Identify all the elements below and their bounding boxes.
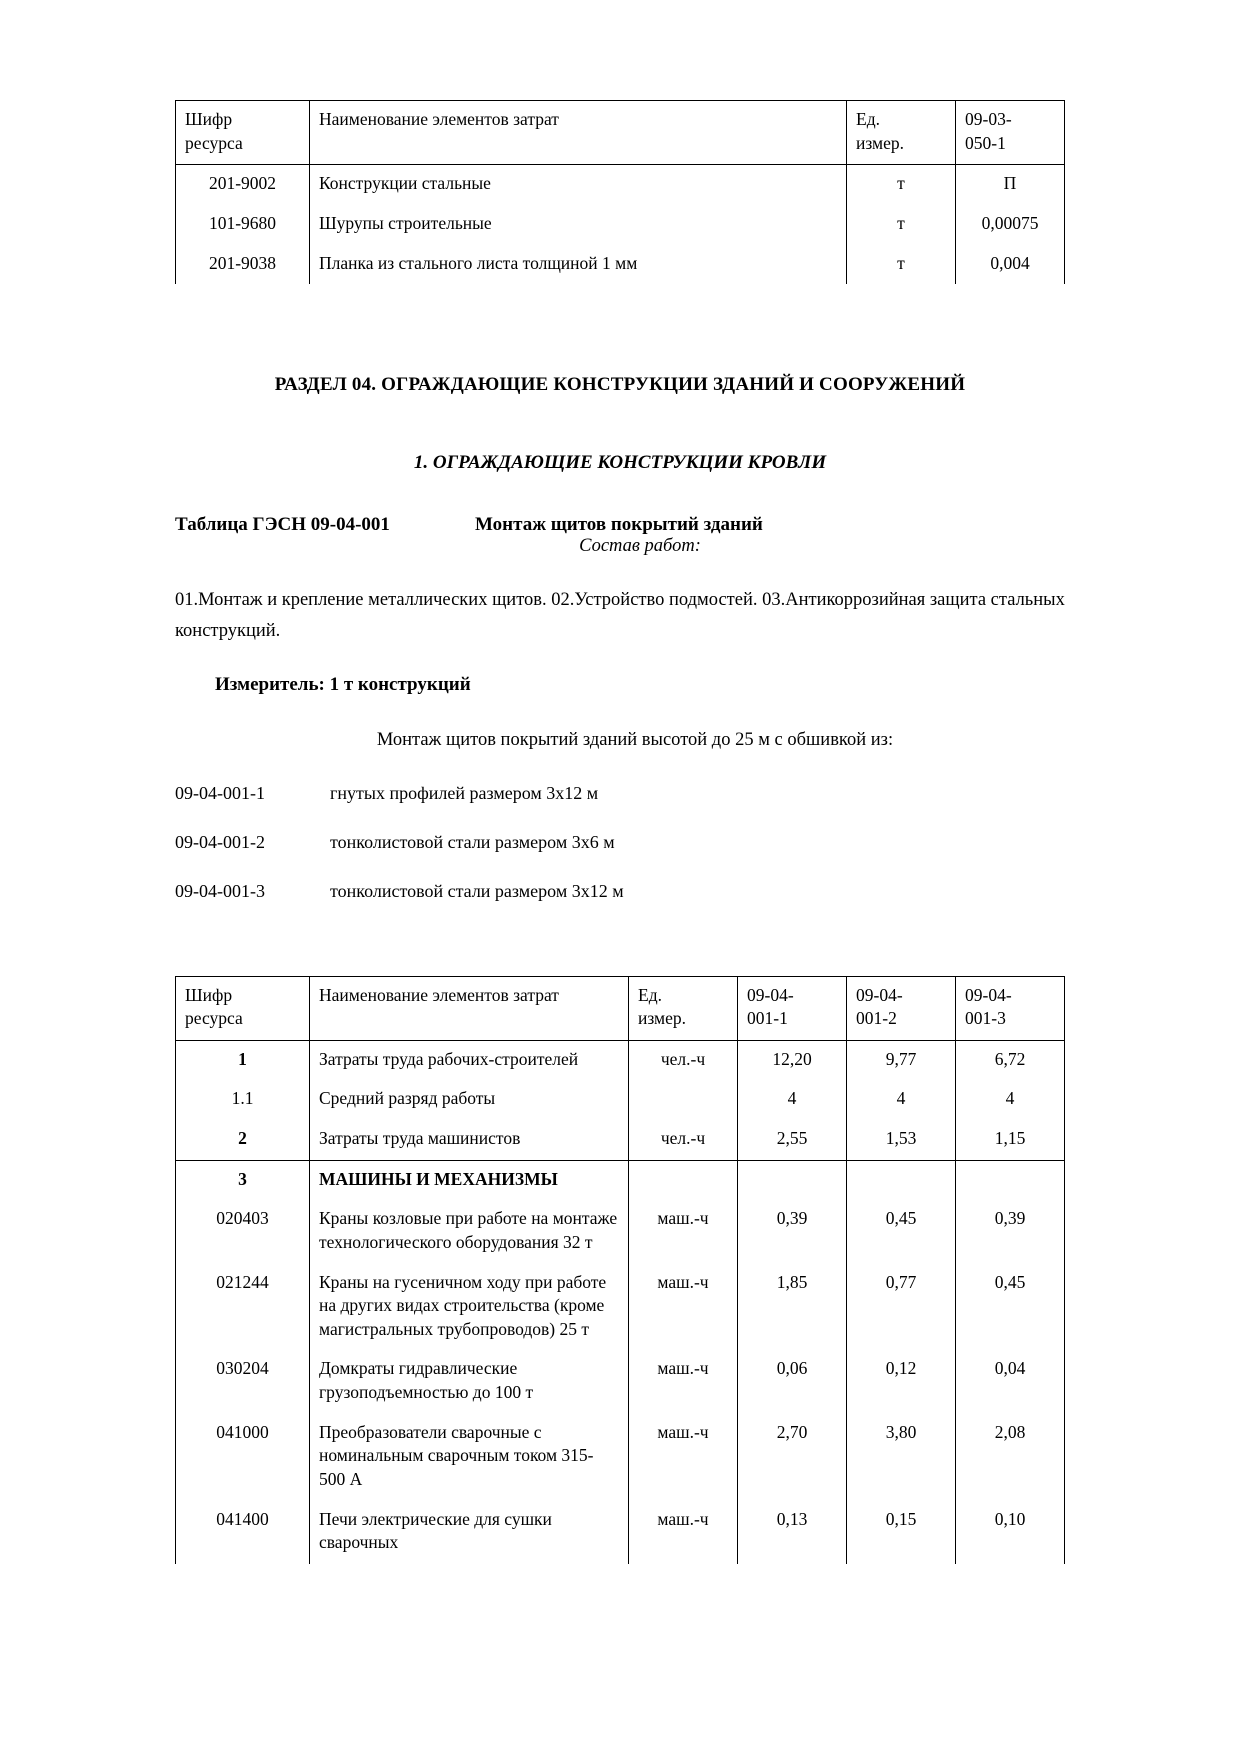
cell-unit: чел.-ч — [629, 1040, 738, 1080]
cell-value-1: 1,85 — [738, 1264, 847, 1351]
cell-value-3: 0,04 — [956, 1350, 1065, 1413]
header-unit-line2: измер. — [856, 132, 904, 153]
header-norm1-line2: 001-1 — [747, 1008, 788, 1029]
header-cell-name — [310, 101, 847, 165]
table-number-label: Таблица ГЭСН 09-04-001 — [175, 514, 390, 536]
cell-resource-code: 2 — [176, 1120, 310, 1160]
main-resource-table-body — [176, 976, 1065, 1564]
table-header-row — [176, 101, 1065, 165]
cell-resource-code: 3 — [176, 1160, 310, 1200]
cell-resource-name: Конструкции стальные — [310, 165, 847, 205]
table-row — [176, 1120, 1065, 1160]
header-norm-line2: 050-1 — [965, 132, 1006, 153]
cell-resource-code: 041000 — [176, 1414, 310, 1501]
cell-value-3: 0,39 — [956, 1200, 1065, 1263]
header-code-line1: Шифр — [185, 109, 233, 129]
table-row — [176, 1080, 1065, 1120]
cell-resource-code: 020403 — [176, 1200, 310, 1263]
sostav-rabot-label: Состав работ: — [579, 536, 701, 557]
cell-unit: маш.-ч — [629, 1264, 738, 1351]
table-row — [176, 1264, 1065, 1351]
table-row — [176, 165, 1065, 205]
cell-value-2: 1,53 — [847, 1120, 956, 1160]
cell-value-3 — [956, 1160, 1065, 1200]
cell-unit: т — [847, 205, 956, 245]
spacer-before-main-table — [175, 906, 1065, 976]
table-row — [176, 1350, 1065, 1413]
header-cell-code — [176, 101, 310, 165]
list-item — [175, 828, 1065, 857]
cell-value-3: 2,08 — [956, 1414, 1065, 1501]
cell-value-2: 0,45 — [847, 1200, 956, 1263]
header-norm2-line2: 001-2 — [856, 1008, 897, 1029]
cell-resource-name: Средний разряд работы — [310, 1080, 629, 1120]
cell-unit: маш.-ч — [629, 1200, 738, 1263]
top-resource-table-body — [176, 101, 1065, 285]
cell-value-3: 6,72 — [956, 1040, 1065, 1080]
table-row — [176, 245, 1065, 285]
list-item — [175, 877, 1065, 906]
cell-resource-code: 041400 — [176, 1501, 310, 1564]
cell-resource-name: Затраты труда рабочих-строителей — [310, 1040, 629, 1080]
cell-value-3: 0,45 — [956, 1264, 1065, 1351]
header-norm3-line2: 001-3 — [965, 1008, 1006, 1029]
cell-value-2: 0,77 — [847, 1264, 956, 1351]
cell-resource-name: Печи электрические для сушки сварочных — [310, 1501, 629, 1564]
spacer-before-izmeritel — [175, 646, 1065, 674]
spacer-item — [175, 857, 1065, 877]
top-resource-table-wrapper — [175, 100, 1065, 284]
header-code-line2: ресурса — [185, 1008, 243, 1029]
spacer-after-section-title — [175, 396, 1065, 452]
table-row — [176, 1200, 1065, 1263]
header-code-line2: ресурса — [185, 132, 243, 153]
lead-description: Монтаж щитов покрытий зданий высотой до 25 м с обшивкой из: — [376, 730, 894, 751]
cell-resource-code: 101-9680 — [176, 205, 310, 245]
cell-resource-code: 201-9002 — [176, 165, 310, 205]
subsection-title: 1. ОГРАЖДАЮЩИЕ КОНСТРУКЦИИ КРОВЛИ — [413, 452, 827, 474]
header-unit-line2: измер. — [638, 1008, 686, 1029]
cell-value-1: 0,13 — [738, 1501, 847, 1564]
spacer-before-items — [175, 751, 1065, 779]
item-name: тонколистовой стали размером 3х12 м — [330, 880, 624, 901]
header-cell-norm-09-04-001-3 — [956, 976, 1065, 1040]
spacer-before-sostav-text — [175, 557, 1065, 585]
header-norm1-line1: 09-04- — [747, 984, 794, 1005]
header-cell-norm-09-04-001-2 — [847, 976, 956, 1040]
cell-value: 0,00075 — [956, 205, 1065, 245]
spacer-before-lead — [175, 696, 1065, 730]
cell-resource-name: Затраты труда машинистов — [310, 1120, 629, 1160]
cell-group-title: МАШИНЫ И МЕХАНИЗМЫ — [310, 1160, 629, 1200]
cell-value-2: 3,80 — [847, 1414, 956, 1501]
header-name-label: Наименование элементов затрат — [319, 984, 559, 1005]
cell-value-2: 0,12 — [847, 1350, 956, 1413]
header-code-line1: Шифр — [185, 984, 233, 1005]
spacer-after-subsection-title — [175, 474, 1065, 514]
cell-value-1: 2,55 — [738, 1120, 847, 1160]
cell-resource-name: Краны на гусеничном ходу при работе на других видах строительства (кроме магистральных трубопроводов) 25 т — [310, 1264, 629, 1351]
cell-value-1: 0,06 — [738, 1350, 847, 1413]
header-cell-name — [310, 976, 629, 1040]
cell-resource-name: Шурупы строительные — [310, 205, 847, 245]
spacer-after-top-table — [175, 284, 1065, 374]
cell-resource-code: 1.1 — [176, 1080, 310, 1120]
header-cell-norm-09-03-050-1 — [956, 101, 1065, 165]
header-unit-line1: Ед. — [638, 984, 662, 1005]
cell-value-3: 0,10 — [956, 1501, 1065, 1564]
cell-value-2: 9,77 — [847, 1040, 956, 1080]
cell-resource-code: 1 — [176, 1040, 310, 1080]
table-row-group-machines — [176, 1160, 1065, 1200]
header-norm3-line1: 09-04- — [965, 984, 1012, 1005]
header-cell-norm-09-04-001-1 — [738, 976, 847, 1040]
cell-value: 0,004 — [956, 245, 1065, 285]
cell-value-1: 4 — [738, 1080, 847, 1120]
cell-unit — [629, 1160, 738, 1200]
cell-value-1 — [738, 1160, 847, 1200]
cell-value-1: 2,70 — [738, 1414, 847, 1501]
table-row — [176, 1414, 1065, 1501]
cell-resource-code: 201-9038 — [176, 245, 310, 285]
cell-value-2 — [847, 1160, 956, 1200]
item-name: гнутых профилей размером 3х12 м — [330, 783, 599, 804]
header-norm2-line1: 09-04- — [856, 984, 903, 1005]
item-code: 09-04-001-2 — [175, 831, 265, 852]
item-code: 09-04-001-1 — [175, 783, 265, 804]
cell-unit: т — [847, 165, 956, 205]
cell-resource-name: Домкраты гидравлические грузоподъемностью до 100 т — [310, 1350, 629, 1413]
sostav-rabot-text: 01.Монтаж и крепление металлических щитов. 02.Устройство подмостей. 03.Антикоррозийная защита стальных конструкций. — [175, 590, 1065, 641]
cell-value-3: 1,15 — [956, 1120, 1065, 1160]
cell-resource-code: 021244 — [176, 1264, 310, 1351]
main-resource-table — [175, 976, 1065, 1564]
cell-unit: т — [847, 245, 956, 285]
table-name-label: Монтаж щитов покрытий зданий — [475, 514, 763, 536]
top-margin-spacer — [175, 0, 1065, 100]
item-code: 09-04-001-3 — [175, 880, 265, 901]
izmeritel-label: Измеритель: 1 т конструкций — [215, 674, 471, 696]
cell-unit: маш.-ч — [629, 1501, 738, 1564]
table-row — [176, 205, 1065, 245]
cell-resource-name: Планка из стального листа толщиной 1 мм — [310, 245, 847, 285]
header-norm-line1: 09-03- — [965, 109, 1012, 129]
table-label-row — [175, 514, 1065, 536]
cell-unit: маш.-ч — [629, 1350, 738, 1413]
cell-unit: чел.-ч — [629, 1120, 738, 1160]
table-row — [176, 1501, 1065, 1564]
cell-unit — [629, 1080, 738, 1120]
cell-value-1: 12,20 — [738, 1040, 847, 1080]
item-name: тонколистовой стали размером 3х6 м — [330, 831, 615, 852]
spacer-item — [175, 808, 1065, 828]
cell-value-1: 0,39 — [738, 1200, 847, 1263]
top-resource-table — [175, 100, 1065, 284]
page-content — [175, 0, 1065, 1564]
header-name-label: Наименование элементов затрат — [319, 109, 559, 129]
cell-value: П — [956, 165, 1065, 205]
table-header-row — [176, 976, 1065, 1040]
header-unit-line1: Ед. — [856, 109, 880, 129]
header-cell-unit — [847, 101, 956, 165]
header-cell-unit — [629, 976, 738, 1040]
list-item — [175, 779, 1065, 808]
table-row — [176, 1040, 1065, 1080]
header-cell-code — [176, 976, 310, 1040]
cell-value-2: 4 — [847, 1080, 956, 1120]
cell-resource-code: 030204 — [176, 1350, 310, 1413]
cell-value-2: 0,15 — [847, 1501, 956, 1564]
cell-resource-name: Краны козловые при работе на монтаже технологического оборудования 32 т — [310, 1200, 629, 1263]
cell-resource-name: Преобразователи сварочные с номинальным сварочным током 315-500 А — [310, 1414, 629, 1501]
cell-value-3: 4 — [956, 1080, 1065, 1120]
section-title: РАЗДЕЛ 04. ОГРАЖДАЮЩИЕ КОНСТРУКЦИИ ЗДАНИЙ И СООРУЖЕНИЙ — [274, 374, 966, 396]
cell-unit: маш.-ч — [629, 1414, 738, 1501]
